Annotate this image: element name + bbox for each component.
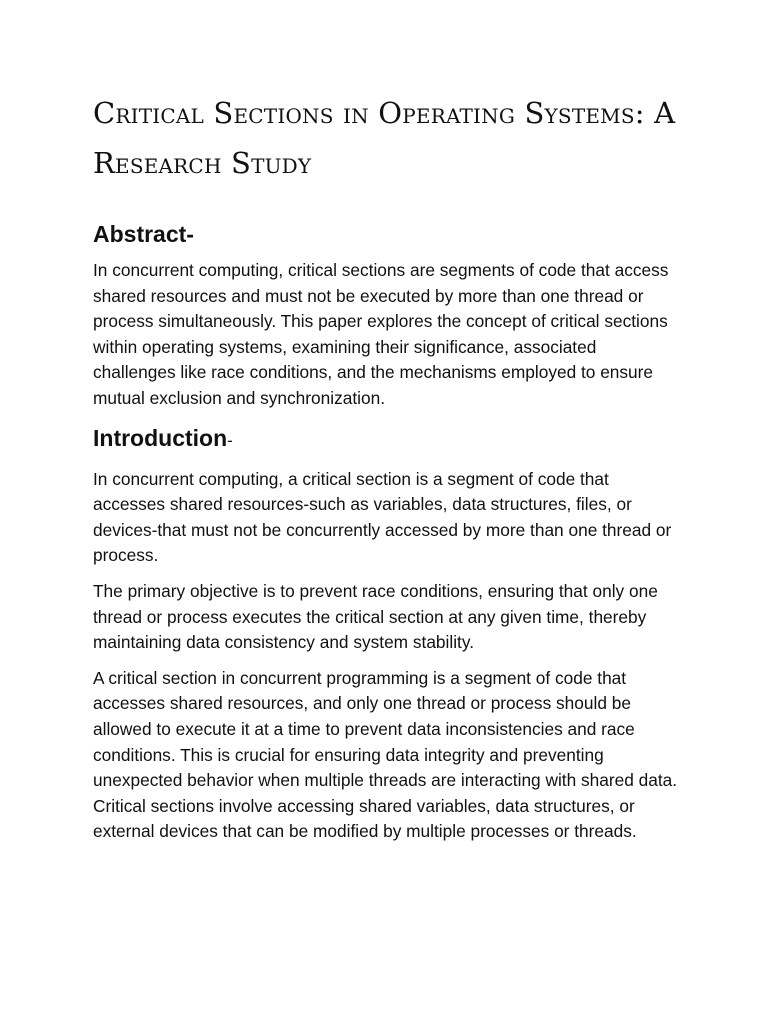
document-content [93, 88, 683, 845]
introduction-heading-suffix: - [227, 430, 233, 450]
introduction-heading-text: Introduction [93, 424, 228, 451]
abstract-heading: Abstract- [93, 221, 194, 247]
introduction-heading [93, 424, 683, 455]
introduction-paragraph: In concurrent computing, a critical section is a segment of code that accesses shared resources-such as variables, data structures, files, or devices-that must not be concurrently accessed by more than one thread or process. [93, 468, 672, 566]
document-title: Critical Sections in Operating Systems: A Research Study [93, 96, 676, 180]
introduction-paragraph: The primary objective is to prevent race conditions, ensuring that only one thread or process executes the critical section at any given time, thereby maintaining data consistency and system stability. [93, 580, 658, 653]
introduction-paragraph: A critical section in concurrent programming is a segment of code that accesses shared resources, and only one thread or process should be allowed to execute it at a time to prevent data inconsistencies and race conditions. This is crucial for ensuring data integrity and preventing unexpected behavior when multiple threads are interacting with shared data. Critical sections involve accessing shared variables, data structures, or external devices that can be modified by multiple processes or threads. [93, 667, 678, 842]
abstract-paragraph: In concurrent computing, critical sections are segments of code that access shared resources and must not be executed by more than one thread or process simultaneously. This paper explores the concept of critical sections within operating systems, examining their significance, associated challenges like race conditions, and the mechanisms employed to ensure mutual exclusion and synchronization. [93, 260, 669, 408]
